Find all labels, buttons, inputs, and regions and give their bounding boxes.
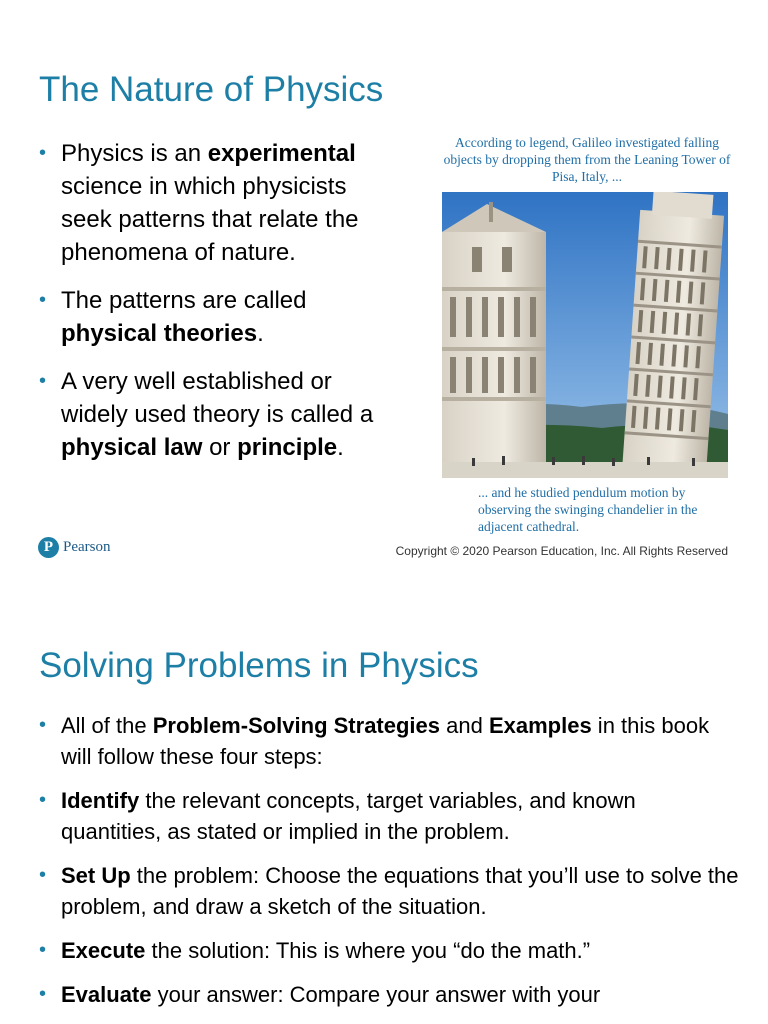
bullet-item [39, 979, 739, 1010]
photo-caption-bottom: ... and he studied pendulum motion by observing the swinging chandelier in the adjacent cathedral. [478, 485, 698, 534]
cathedral-shape [442, 202, 546, 472]
bullet-item [39, 365, 389, 464]
slide-title: Solving Problems in Physics [39, 646, 479, 685]
bullet-emphasis: principle [237, 434, 338, 461]
bullet-emphasis: Examples [488, 713, 592, 738]
bullet-text: science in which physicists seek patterns that relate the phenomena of nature. [61, 173, 359, 266]
bullet-text: in this book will follow these four steps: [61, 713, 710, 769]
bullet-emphasis: Problem-Solving Strategies [152, 713, 441, 738]
bullet-list [39, 710, 739, 1023]
pisa-tower-photo [442, 192, 728, 478]
bullet-emphasis: physical law [61, 434, 203, 461]
bullet-emphasis: Set Up [61, 863, 131, 888]
bullet-text: All of the [61, 713, 153, 738]
slide-title: The Nature of Physics [39, 70, 384, 109]
bullet-item [39, 284, 389, 350]
bullet-emphasis: Evaluate [61, 982, 152, 1007]
bullet-text: Physics is an [61, 140, 208, 167]
bullet-item [39, 137, 389, 269]
bullet-emphasis: physical theories [61, 320, 258, 347]
copyright-notice: Copyright © 2020 Pearson Education, Inc. All Rights Reserved [395, 544, 728, 558]
bullet-list [39, 137, 389, 479]
bullet-item [39, 785, 739, 847]
bullet-emphasis: Execute [61, 938, 146, 963]
bullet-text: . [337, 434, 344, 461]
photo-caption-top: According to legend, Galileo investigated falling objects by dropping them from the Leaning Tower of Pisa, Italy, ... [443, 135, 731, 184]
slide-solving-problems [0, 610, 768, 1024]
bullet-emphasis: Identify [61, 788, 140, 813]
bullet-text: . [257, 320, 264, 347]
pearson-p-icon: P [38, 537, 59, 558]
bullet-item [39, 710, 739, 772]
bullet-text: the problem: Choose the equations that you’ll use to solve the problem, and draw a sketch of the situation. [61, 863, 739, 919]
bullet-item [39, 860, 739, 922]
bullet-text: the solution: This is where you “do the math.” [145, 938, 591, 963]
bullet-text: and [440, 713, 489, 738]
bullet-item [39, 935, 739, 966]
bullet-text: The patterns are called [61, 287, 307, 314]
bullet-emphasis: experimental [207, 140, 356, 167]
pearson-wordmark: Pearson [63, 539, 111, 555]
bullet-text: your answer: Compare your answer with your [151, 982, 601, 1007]
bullet-text: the relevant concepts, target variables, and known quantities, as stated or implied in the problem. [61, 788, 636, 844]
bullet-text: A very well established or widely used theory is called a [61, 368, 374, 428]
bullet-text: or [202, 434, 238, 461]
pearson-logo [38, 537, 111, 558]
